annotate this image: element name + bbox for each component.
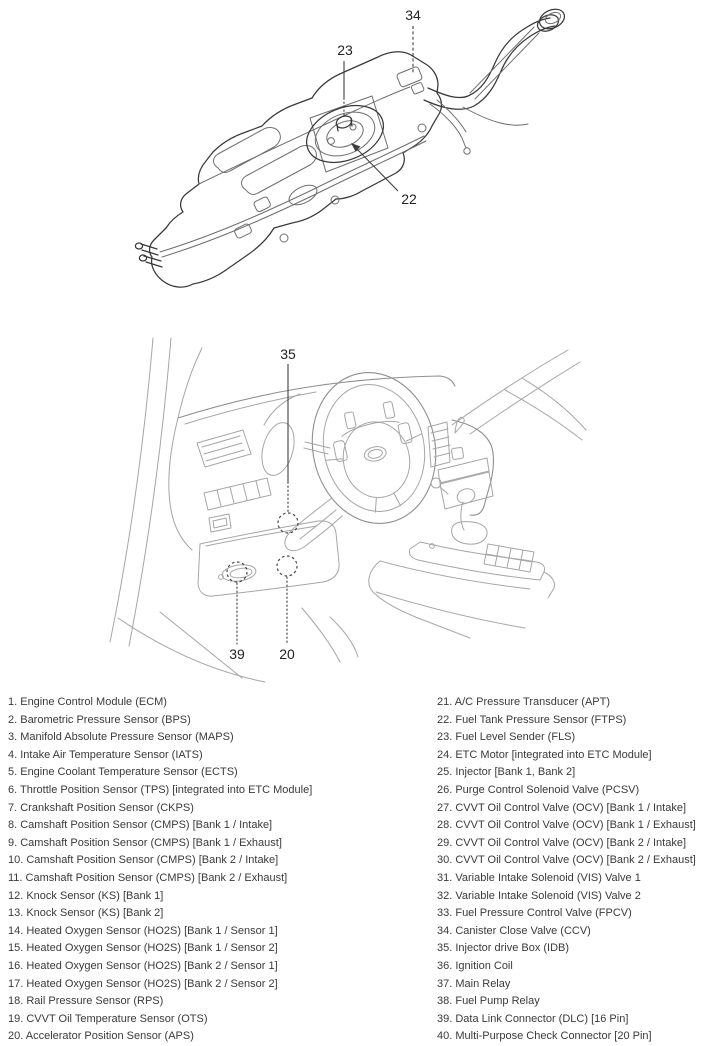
parts-list-item: 23. Fuel Level Sender (FLS) [437,731,576,744]
parts-list-item: 32. Variable Intake Solenoid (VIS) Valve 2 [437,889,641,902]
side-vent [197,430,251,467]
dashboard-figure [0,330,726,690]
fuel-tank-figure [0,0,726,330]
parts-list-item: 8. Camshaft Position Sensor (CMPS) [Bank 1 / Intake] [8,819,273,832]
callout-label-20: 20 [279,646,295,662]
center-stack [428,417,493,515]
parts-list-item: 19. CVVT Oil Temperature Sensor (OTS) [8,1012,208,1025]
parts-list-item: 34. Canister Close Valve (CCV) [437,924,591,937]
floor-lines [118,608,358,682]
kia-logo [363,445,387,463]
knee-panel [198,521,339,596]
parts-list-item: 35. Injector drive Box (IDB) [437,942,570,955]
parts-list-item: 27. CVVT Oil Control Valve (OCV) [Bank 1 / Intake] [437,801,687,814]
callout-label-39: 39 [229,646,245,662]
parts-list-item: 16. Heated Oxygen Sensor (HO2S) [Bank 2 / Sensor 1] [8,959,278,972]
parts-list-item: 4. Intake Air Temperature Sensor (IATS) [8,748,203,761]
a-pillar-left [110,338,202,646]
parts-list-item: 31. Variable Intake Solenoid (VIS) Valve 1 [437,871,641,884]
parts-list-item: 14. Heated Oxygen Sensor (HO2S) [Bank 1 / Sensor 1] [8,924,278,937]
hazard-button [451,447,463,459]
parts-list-item: 6. Throttle Position Sensor (TPS) [integrated into ETC Module] [8,783,313,796]
leader-line-22 [356,148,398,191]
callout-label-34: 34 [405,7,421,23]
parts-list-item: 5. Engine Coolant Temperature Sensor (ECTS) [8,766,238,779]
parts-list-item: 15. Heated Oxygen Sensor (HO2S) [Bank 1 / Sensor 2] [8,942,278,955]
parts-list-item: 3. Manifold Absolute Pressure Sensor (MAPS) [8,731,234,744]
parts-list-item: 10. Camshaft Position Sensor (CMPS) [Bank 2 / Intake] [8,854,279,867]
steering-column [285,478,448,551]
filler-cap [535,5,568,34]
center-console [369,542,555,638]
dash-top-edge [169,376,455,550]
filler-neck [424,5,568,154]
spoke-buttons-right [398,422,413,444]
parts-list-item: 33. Fuel Pressure Control Valve (FPCV) [437,907,632,920]
fuel-tank-drawing [0,0,726,330]
parts-list-item: 7. Crankshaft Position Sensor (CKPS) [8,801,194,814]
shift-knob [455,486,477,505]
parts-list-item: 12. Knock Sensor (KS) [Bank 1] [8,889,164,902]
arrowhead-22 [351,143,361,152]
parts-list-item: 24. ETC Motor [integrated into ETC Module] [437,748,652,761]
parts-list-item: 28. CVVT Oil Control Valve (OCV) [Bank 1 / Exhaust] [437,819,696,832]
parts-list-item: 39. Data Link Connector (DLC) [16 Pin] [437,1012,629,1025]
parts-list-item: 20. Accelerator Position Sensor (APS) [8,1030,194,1043]
parts-list-item: 22. Fuel Tank Pressure Sensor (FTPS) [437,713,627,726]
callout-label-35: 35 [280,346,296,362]
parts-list-item: 38. Fuel Pump Relay [437,995,540,1008]
parts-list-item: 2. Barometric Pressure Sensor (BPS) [8,713,191,726]
shift-gate [484,544,534,572]
parts-list-item: 40. Multi-Purpose Check Connector [20 Pin] [437,1030,652,1043]
coin-slot [209,514,231,532]
tank-callouts [337,7,421,207]
audio-trim [438,458,489,483]
parts-list-item: 37. Main Relay [437,977,511,990]
parts-list-item: 26. Purge Control Solenoid Valve (PCSV) [437,783,640,796]
parts-list-item: 11. Camshaft Position Sensor (CMPS) [Bank 2 / Exhaust] [8,871,288,884]
parts-list-right-column [437,694,696,1046]
gear-shifter [452,486,487,544]
fuel-pump-module [298,95,392,173]
parts-list-item: 9. Camshaft Position Sensor (CMPS) [Bank 1 / Exhaust] [8,836,282,849]
parts-list-item: 18. Rail Pressure Sensor (RPS) [8,995,164,1008]
parts-list-left-column [8,694,312,1046]
cluster-detail [383,401,395,419]
parts-list-item: 1. Engine Control Module (ECM) [8,696,167,708]
callout-circle-20 [277,556,297,576]
filler-support-rod [463,27,539,125]
center-vent [428,422,450,467]
callout-label-23: 23 [337,42,353,58]
switch-strip [204,478,271,510]
parts-list-item: 21. A/C Pressure Transducer (APT) [437,696,611,708]
parts-list-item: 36. Ignition Coil [437,959,513,972]
parts-list-item: 30. CVVT Oil Control Valve (OCV) [Bank 2 / Exhaust] [437,854,696,867]
parts-list-item: 29. CVVT Oil Control Valve (OCV) [Bank 2 / Intake] [437,836,687,849]
cluster-detail [344,412,356,430]
panel-handle [219,563,257,584]
parts-list-item: 17. Heated Oxygen Sensor (HO2S) [Bank 2 / Sensor 2] [8,977,278,990]
callout-label-22: 22 [401,191,417,207]
dashboard-callouts [227,346,298,662]
parts-list-item: 25. Injector [Bank 1, Bank 2] [437,766,576,779]
steering-wheel [299,361,450,535]
parts-list-item: 13. Knock Sensor (KS) [Bank 2] [8,907,164,920]
dashboard-drawing [0,330,726,690]
tank-outline [135,52,441,287]
tank-feed-pipes [135,243,162,267]
